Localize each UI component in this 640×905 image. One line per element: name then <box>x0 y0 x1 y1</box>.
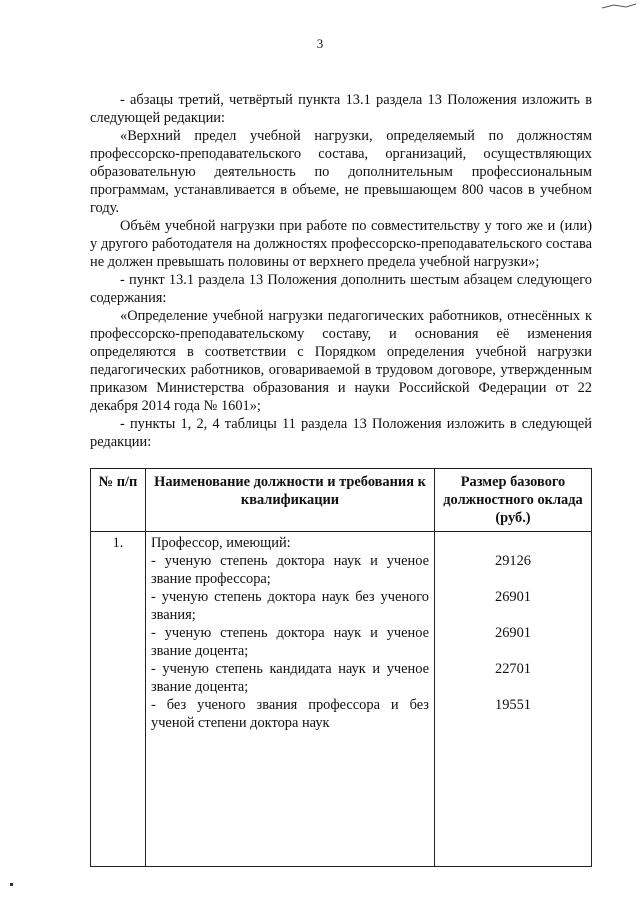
position-cell <box>146 532 435 867</box>
paragraph: - пункт 13.1 раздела 13 Положения дополнить шестым абзацем следующего содержания: <box>90 272 592 306</box>
paragraph: «Верхний предел учебной нагрузки, определяемый по должностям профессорско-преподавательского состава, организаций, осуществляющих образовательную деятельность по дополнительным профессиональным программам, устанавливается в объеме, не превышающем 800 часов в учебном году. <box>90 128 592 216</box>
header-number: № п/п <box>91 469 146 532</box>
table-header-row <box>91 469 592 532</box>
row-number: 1. <box>91 532 146 867</box>
qualification-item: - ученую степень доктора наук и ученое звание доцента; <box>151 625 429 659</box>
paragraph: «Определение учебной нагрузки педагогических работников, отнесённых к профессорско-преподавательскому составу, и основания её изменения определяются в соответствии с Порядком определения учебной нагрузки педагогических работников, оговариваемой в трудовом договоре, утвержденным приказом Министерства образования и науки Российской Федерации от 22 декабря 2014 года № 1601»; <box>90 308 592 414</box>
qualification-item: - ученую степень доктора наук без ученого звания; <box>151 589 429 623</box>
page-number: 3 <box>316 36 324 51</box>
position-title: Профессор, имеющий: <box>151 535 291 551</box>
scan-mark <box>10 883 13 886</box>
paragraph: - абзацы третий, четвёртый пункта 13.1 раздела 13 Положения изложить в следующей редакции: <box>90 92 592 126</box>
document-body <box>90 91 592 451</box>
salary-value: 19551 <box>495 697 531 713</box>
salary-value: 29126 <box>495 553 531 569</box>
qualification-item: - ученую степень кандидата наук и ученое звание доцента; <box>151 661 429 695</box>
table-row <box>91 532 592 867</box>
salary-value: 26901 <box>495 625 531 641</box>
qualification-item: - без ученого звания профессора и без ученой степени доктора наук <box>151 697 429 731</box>
scan-corner-mark <box>600 2 638 10</box>
salary-table <box>90 468 592 867</box>
header-position: Наименование должности и требования к квалификации <box>146 469 435 532</box>
salary-cell <box>435 532 592 867</box>
qualification-item: - ученую степень доктора наук и ученое звание профессора; <box>151 553 429 587</box>
paragraph: - пункты 1, 2, 4 таблицы 11 раздела 13 Положения изложить в следующей редакции: <box>90 416 592 450</box>
salary-value: 22701 <box>495 661 531 677</box>
paragraph: Объём учебной нагрузки при работе по совместительству у того же и (или) у другого работодателя на должностях профессорско-преподавательского состава не должен превышать половины от верхнего предела учебной нагрузки»; <box>90 218 592 270</box>
salary-value: 26901 <box>495 589 531 605</box>
header-salary: Размер базового должностного оклада (руб.) <box>435 469 592 532</box>
